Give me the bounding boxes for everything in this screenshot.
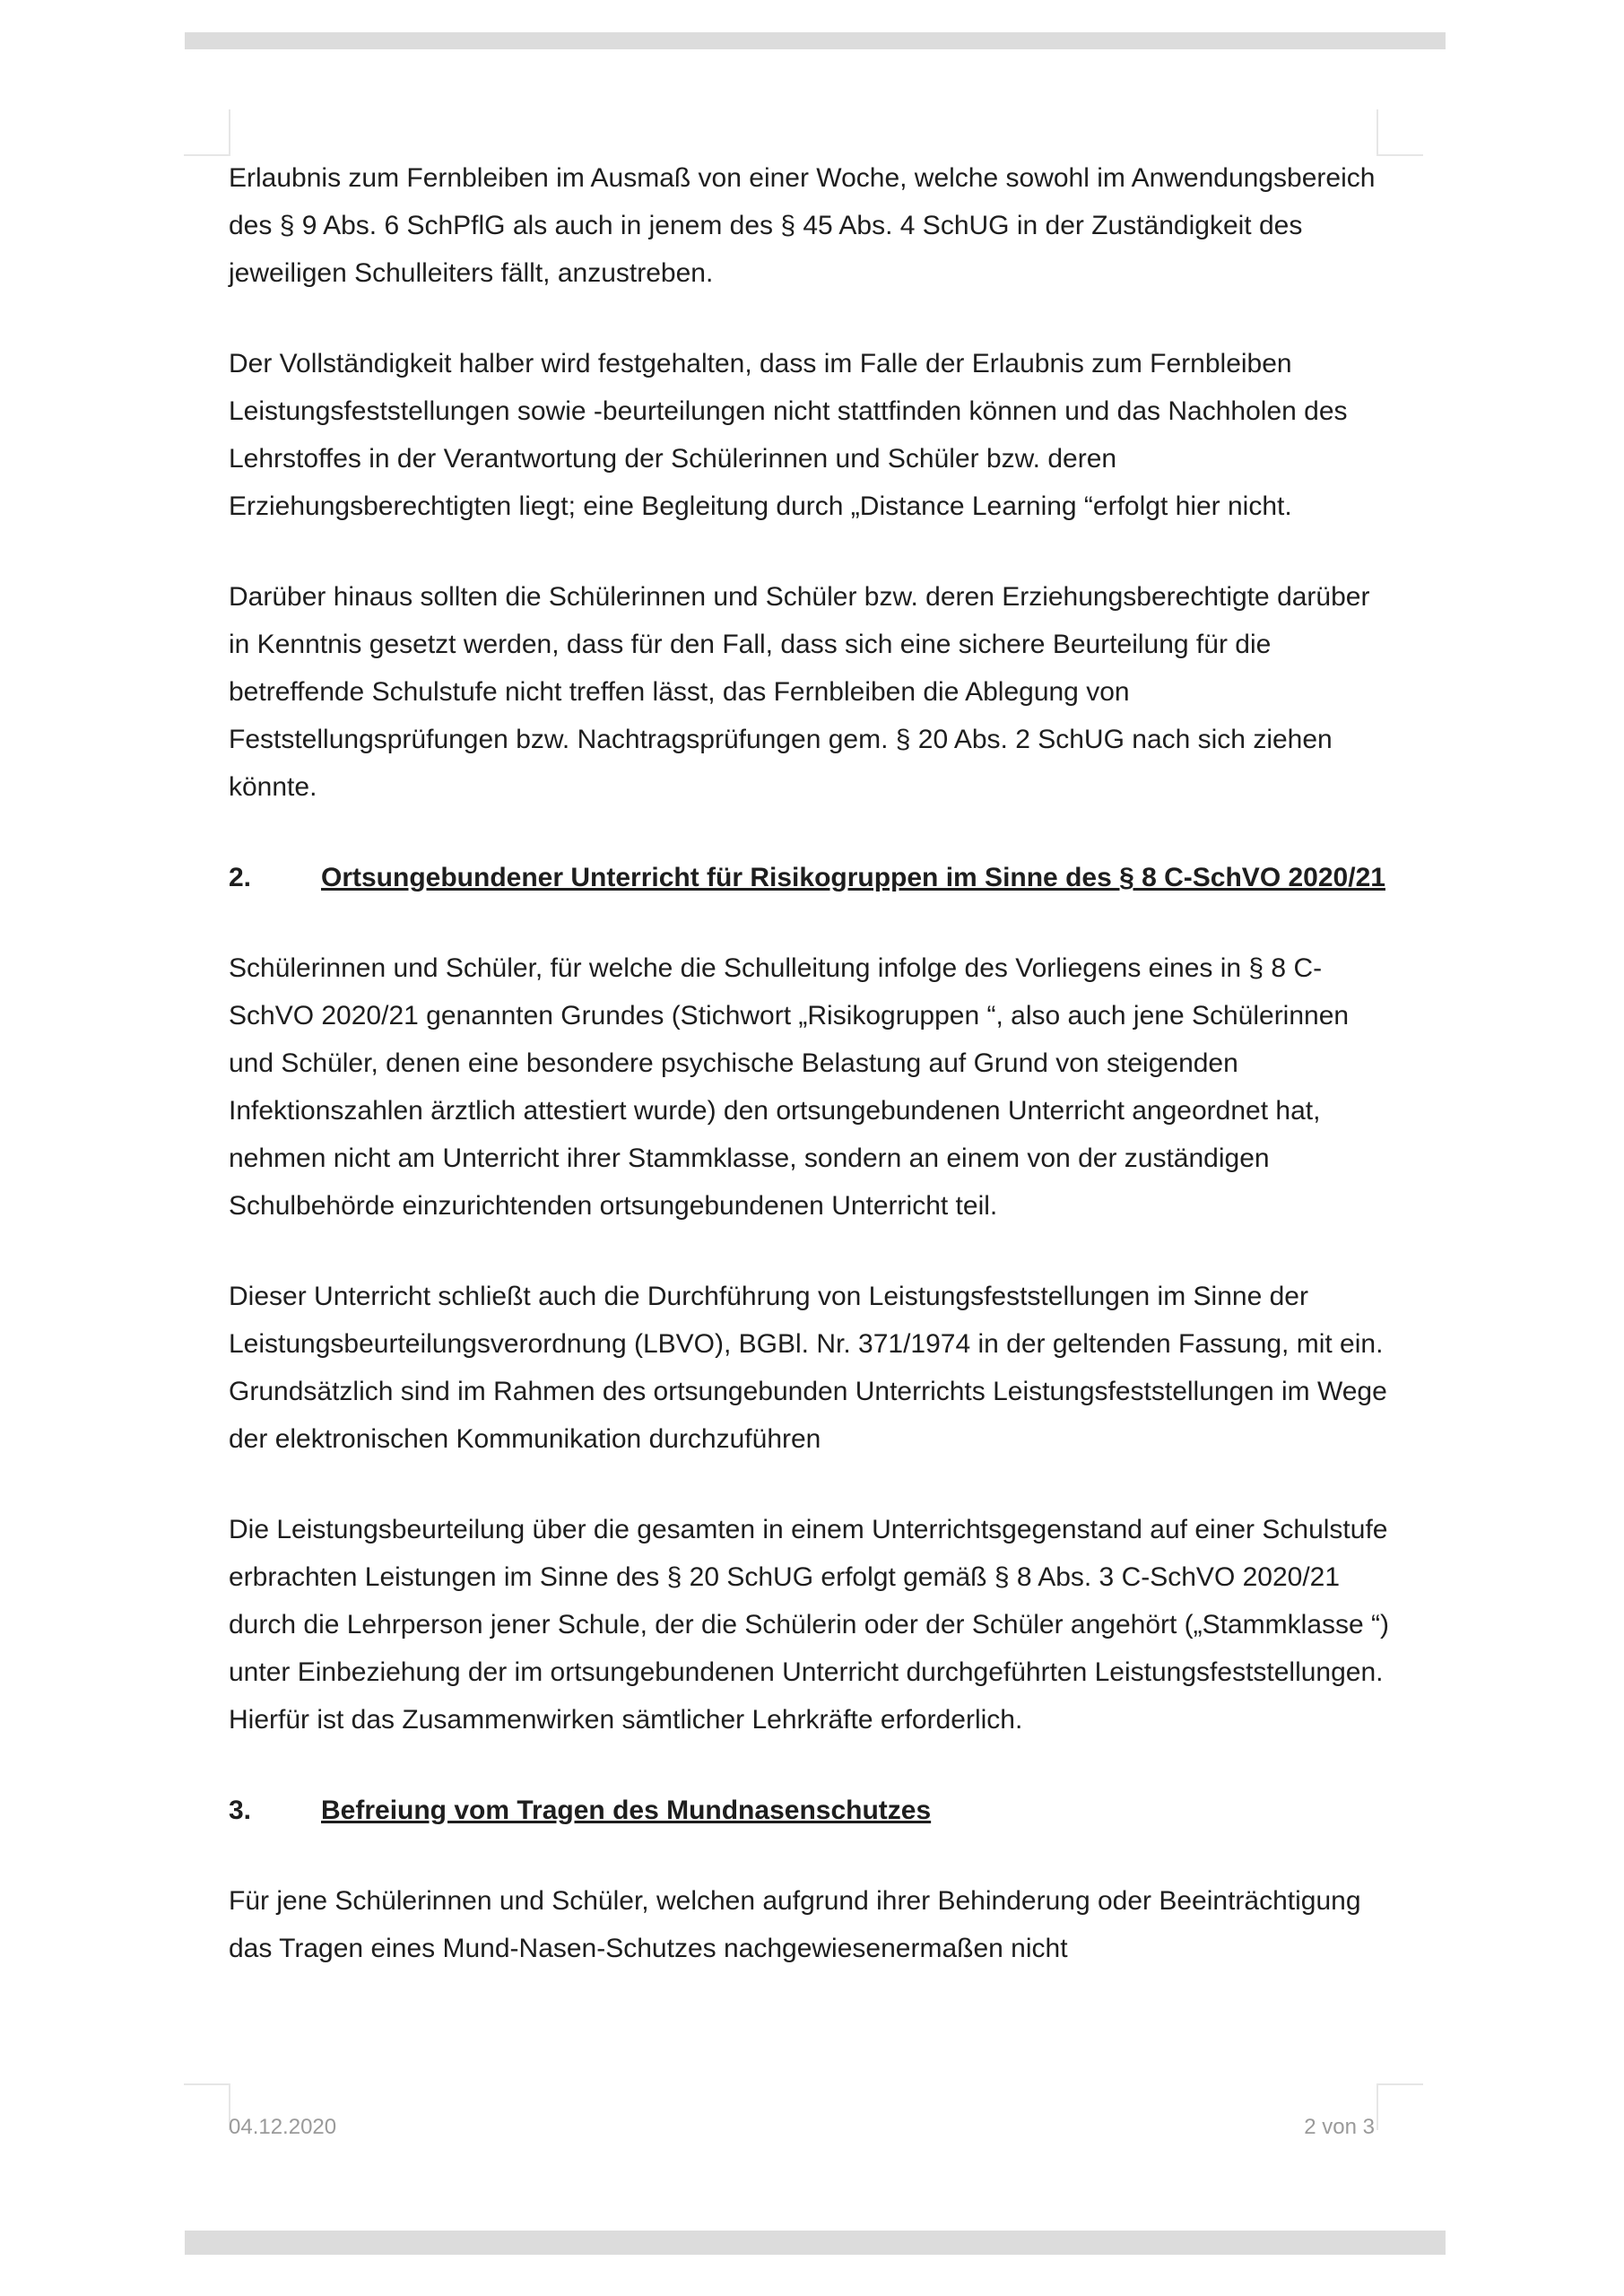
- footer-date: 04.12.2020: [229, 2115, 337, 2139]
- section-number-2: 2.: [229, 863, 252, 892]
- document-body: [229, 154, 1394, 2015]
- paragraph-erlaubnis: Erlaubnis zum Fernbleiben im Ausmaß von einer Woche, welche sowohl im Anwendungsbereich des § 9 Abs. 6 SchPflG als auch in jenem des § 45 Abs. 4 SchUG in der Zuständigkeit des jeweiligen Schulleiters fällt, anzustreben.: [229, 163, 1376, 288]
- crop-mark-bottom-right: [1376, 2083, 1423, 2130]
- paragraph-vollstaendigkeit: Der Vollständigkeit halber wird festgehalten, dass im Falle der Erlaubnis zum Fernbleiben Leistungsfeststellungen sowie -beurteilungen nicht stattfinden können und das Nachholen des Lehrstoffes in der Verantwortung der Schülerinnen und Schüler bzw. deren Erziehungsberechtigten liegt; eine Begleitung durch „Distance Learning “erfolgt hier nicht.: [229, 349, 1348, 521]
- section-number-3: 3.: [229, 1796, 252, 1825]
- paragraph-leistungsbeurteilung: Die Leistungsbeurteilung über die gesamten in einem Unterrichtsgegenstand auf einer Schulstufe erbrachten Leistungen im Sinne des § 20 SchUG erfolgt gemäß § 8 Abs. 3 C-SchVO 2020/21 durch die Lehrperson jener Schule, der die Schülerin oder der Schüler angehört („Stammklasse “) unter Einbeziehung der im ortsungebundenen Unterricht durchgeführten Leistungsfeststellungen. Hierfür ist das Zusammenwirken sämtlicher Lehrkräfte erforderlich.: [229, 1515, 1389, 1735]
- crop-mark-bottom-left: [184, 2083, 230, 2130]
- section-title-3: Befreiung vom Tragen des Mundnasenschutzes: [321, 1796, 932, 1825]
- bottom-scroll-bar: [185, 2231, 1446, 2255]
- section-heading-2: [229, 854, 1394, 901]
- crop-mark-top-left: [184, 109, 230, 156]
- paragraph-darueber-hinaus: Darüber hinaus sollten die Schülerinnen und Schüler bzw. deren Erziehungsberechtigte darüber in Kenntnis gesetzt werden, dass für den Fall, dass sich eine sichere Beurteilung für die betreffende Schulstufe nicht treffen lässt, das Fernbleiben die Ablegung von Feststellungsprüfungen bzw. Nachtragsprüfungen gem. § 20 Abs. 2 SchUG nach sich ziehen könnte.: [229, 582, 1370, 802]
- top-scroll-bar: [185, 32, 1446, 49]
- section-heading-3: [229, 1787, 1394, 1834]
- paragraph-befreiung: Für jene Schülerinnen und Schüler, welchen aufgrund ihrer Behinderung oder Beeinträchtigung das Tragen eines Mund-Nasen-Schutzes nachgewiesenermaßen nicht: [229, 1886, 1361, 1963]
- crop-mark-top-right: [1376, 109, 1423, 156]
- section-title-2: Ortsungebundener Unterricht für Risikogruppen im Sinne des § 8 C-SchVO 2020/21: [321, 863, 1385, 892]
- footer-page-number: 2 von 3: [1304, 2115, 1375, 2139]
- paragraph-leistungsfeststellungen: Dieser Unterricht schließt auch die Durchführung von Leistungsfeststellungen im Sinne der Leistungsbeurteilungsverordnung (LBVO), BGBl. Nr. 371/1974 in der geltenden Fassung, mit ein. Grundsätzlich sind im Rahmen des ortsungebunden Unterrichts Leistungsfeststellungen im Wege der elektronischen Kommunikation durchzuführen: [229, 1282, 1387, 1454]
- paragraph-risikogruppen: Schülerinnen und Schüler, für welche die Schulleitung infolge des Vorliegens eines in § 8 C-SchVO 2020/21 genannten Grundes (Stichwort „Risikogruppen “, also auch jene Schülerinnen und Schüler, denen eine besondere psychische Belastung auf Grund von steigenden Infektionszahlen ärztlich attestiert wurde) den ortsungebundenen Unterricht angeordnet hat, nehmen nicht am Unterricht ihrer Stammklasse, sondern an einem von der zuständigen Schulbehörde einzurichtenden ortsungebundenen Unterricht teil.: [229, 953, 1350, 1221]
